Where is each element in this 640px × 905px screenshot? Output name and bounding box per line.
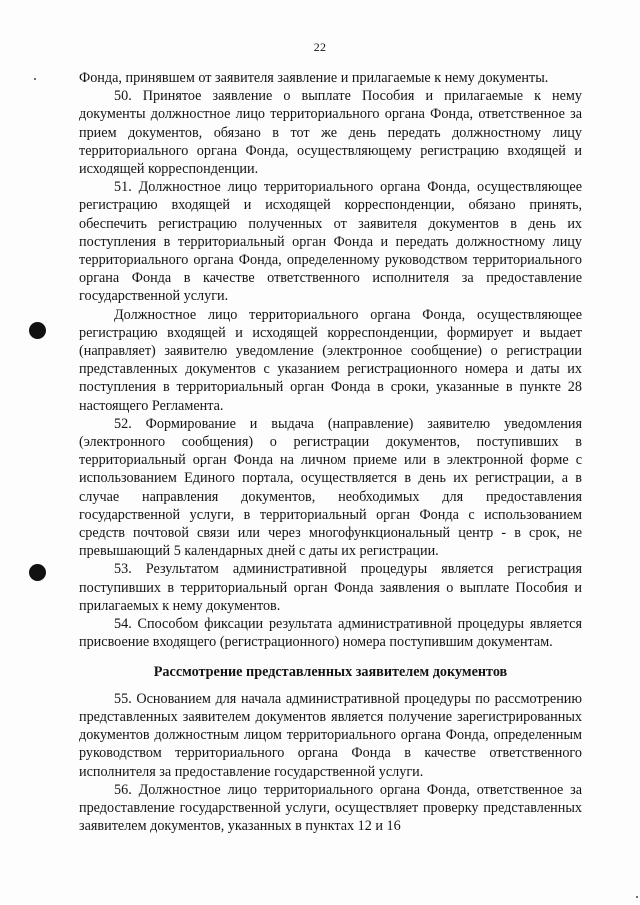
paragraph-54: 54. Способом фиксации результата административной процедуры является присвоение входящего (регистрационного) номера поступившим документам. xyxy=(79,616,582,651)
punch-hole-icon xyxy=(29,564,46,581)
paragraph-55: 55. Основанием для начала административной процедуры по рассмотрению представленных заявителем документов является получение зарегистрированных документов должностным лицом территориального органа Фонда, определенным руководством территориального органа Фонда в качестве ответственного исполнителя за предоставление государственной услуги. xyxy=(79,690,582,780)
section-heading: Рассмотрение представленных заявителем документов xyxy=(153,663,508,680)
paragraph-50: 50. Принятое заявление о выплате Пособия и прилагаемые к нему документы должностное лицо территориального органа Фонда, ответственное за прием документов, обязано в тот же день передать должностному лицу территориального органа Фонда, осуществляющему регистрацию входящей и исходящей корреспонденции. xyxy=(79,88,582,178)
scan-speck xyxy=(636,896,638,898)
paragraph-continuation: Фонда, принявшем от заявителя заявление и прилагаемые к нему документы. xyxy=(79,70,549,86)
document-body xyxy=(79,69,582,835)
paragraph-53: 53. Результатом административной процедуры является регистрация поступивших в территориальный орган Фонда заявления о выплате Пособия и прилагаемых к нему документов. xyxy=(79,561,582,614)
punch-hole-icon xyxy=(29,322,46,339)
scan-speck xyxy=(34,78,36,80)
paragraph-51: 51. Должностное лицо территориального органа Фонда, осуществляющее регистрацию входящей и исходящей корреспонденции, обязано принять, обеспечить регистрацию полученных от заявителя документов в день их поступления в территориальный орган Фонда и передать должностному лицу территориального органа Фонда, определенному руководством территориального органа Фонда в качестве ответственного исполнителя за предоставление государственной услуги. xyxy=(79,179,582,305)
paragraph-51-part-2: Должностное лицо территориального органа Фонда, осуществляющее регистрацию входящей и исходящей корреспонденции, формирует и выдает (направляет) заявителю уведомление (электронное сообщение) о регистрации представленных документов с указанием регистрационного номера и даты их поступления в территориальный орган Фонда в сроки, указанные в пункте 28 настоящего Регламента. xyxy=(79,306,582,414)
page-number: 22 xyxy=(313,40,327,54)
paragraph-52: 52. Формирование и выдача (направление) заявителю уведомления (электронного сообщения) о регистрации документов, поступивших в территориальный орган Фонда на личном приеме или в электронной форме с использованием Единого портала, осуществляется в день их регистрации, а в случае направления документов, необходимых для предоставления государственной услуги, в территориальный орган Фонда с использованием средств почтовой связи или через многофункциональный центр - в срок, не превышающий 5 календарных дней с даты их регистрации. xyxy=(79,415,582,560)
paragraph-56: 56. Должностное лицо территориального органа Фонда, ответственное за предоставление государственной услуги, осуществляет проверку представленных заявителем документов, указанных в пунктах 12 и 16 xyxy=(79,781,582,835)
